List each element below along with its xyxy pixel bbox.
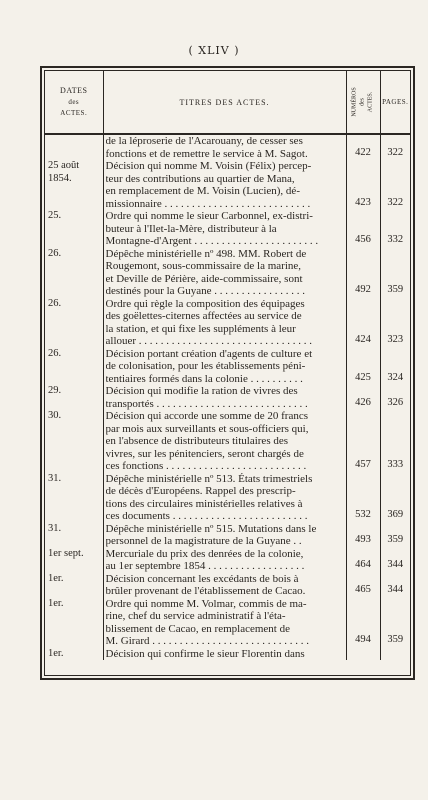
row-title-line: tentiaires formés dans la colonie . . . . . . . . . .	[105, 372, 303, 385]
table-row	[45, 598, 410, 648]
row-page-number: 359	[387, 284, 404, 295]
row-title-line: Décision qui modifie la ration de vivres des	[105, 385, 298, 397]
table-row	[45, 648, 410, 661]
row-act-number: 456	[346, 210, 380, 248]
header-numbers-line: ACTES.	[368, 91, 374, 113]
table-row	[45, 348, 410, 386]
row-title-line: Décision qui confirme le sieur Florentin dans	[105, 647, 305, 660]
row-title-line: Décision concernant les excédants de bois à	[105, 572, 299, 585]
row-title-line: blissement de Cacao, en remplacement de	[105, 622, 290, 635]
row-title-line: Ordre qui règle la composition des équipages	[105, 297, 305, 310]
row-title-line: Rougemont, sous-commissaire de la marine,	[105, 260, 302, 272]
table-row	[45, 385, 410, 410]
row-title	[103, 248, 346, 298]
row-act-number: 492	[346, 248, 380, 298]
table-row	[45, 548, 410, 573]
row-page-number: 322	[387, 196, 404, 208]
table-row	[45, 248, 410, 298]
row-act-number: 424	[346, 298, 380, 348]
row-date-line: 31.	[48, 522, 62, 534]
row-page-number: 344	[387, 559, 404, 570]
row-title	[103, 573, 346, 598]
row-title	[103, 210, 346, 248]
row-date	[45, 385, 103, 410]
row-date	[45, 648, 103, 661]
row-date-line: 26.	[48, 247, 62, 259]
row-date	[45, 410, 103, 473]
row-page-number: 344	[387, 584, 404, 595]
row-title-line: rine, chef du service administratif à l'éta-	[105, 610, 286, 622]
row-act-number: 494	[346, 598, 380, 648]
table-row	[45, 210, 410, 248]
row-title-line: des goëlettes-citernes affectées au service de	[105, 310, 302, 322]
row-title	[103, 348, 346, 386]
row-title-line: par mois aux surveillants et sous-officiers qui,	[105, 422, 309, 435]
row-title-line: Dépêche ministérielle nº 513. États trimestriels	[105, 472, 313, 485]
row-title-line: au 1er septembre 1854 . . . . . . . . . . . . . . . . . .	[105, 560, 305, 572]
row-title-line: Dépêche ministérielle nº 515. Mutations dans le	[105, 522, 317, 535]
row-date	[45, 160, 103, 210]
row-title-line: destinés pour la Guyane . . . . . . . . . . . . . . . . .	[105, 285, 305, 297]
row-title-line: Décision qui accorde une somme de 20 francs	[105, 410, 309, 422]
table-row	[45, 523, 410, 548]
row-date	[45, 248, 103, 298]
row-title-line: brûler provenant de l'établissement de Cacao.	[105, 585, 306, 597]
row-title-line: Décision portant création d'agents de culture et	[105, 347, 313, 360]
table-row	[45, 160, 410, 210]
row-page-number: 326	[387, 396, 404, 408]
row-title	[103, 410, 346, 473]
row-title-line: Mercuriale du prix des denrées de la colonie,	[105, 547, 304, 560]
row-title-line: personnel de la magistrature de la Guyane . .	[105, 535, 302, 547]
table-row	[45, 573, 410, 598]
row-date	[45, 598, 103, 648]
row-title	[103, 548, 346, 573]
row-act-number: 532	[346, 473, 380, 523]
row-title-line: la station, et qui fixe les suppléments à leur	[105, 322, 296, 335]
row-page-number	[380, 648, 410, 661]
row-title	[103, 298, 346, 348]
row-title-line: teur des contributions au quartier de Mana,	[105, 172, 295, 185]
row-title-line: vivres, sur les pénitenciers, seront chargés de	[105, 447, 304, 460]
row-date-line: 29.	[48, 385, 62, 396]
row-date-line: 26.	[48, 347, 62, 359]
row-date-line: 26.	[48, 297, 62, 309]
row-act-number: 426	[346, 385, 380, 410]
row-date-line: 1er.	[48, 597, 64, 609]
row-page-number: 332	[387, 234, 404, 245]
table-row	[45, 473, 410, 523]
row-page-number: 359	[387, 634, 404, 645]
row-title-line: en l'absence de distributeurs titulaires des	[105, 435, 289, 447]
row-date	[45, 134, 103, 160]
header-numbers-line: des	[360, 98, 366, 106]
row-title-line: tions des circulaires ministérielles relatives à	[105, 497, 303, 510]
header-dates	[45, 71, 103, 134]
row-date	[45, 348, 103, 386]
row-date	[45, 298, 103, 348]
table-row	[45, 410, 410, 473]
row-act-number: 465	[346, 573, 380, 598]
page-number: ( XLIV )	[188, 44, 240, 57]
row-act-number: 493	[346, 523, 380, 548]
row-page-number: 324	[387, 371, 404, 383]
row-title	[103, 648, 346, 661]
row-date-line: 1er.	[48, 572, 64, 584]
header-dates-line: DATES	[60, 86, 88, 95]
row-title	[103, 473, 346, 523]
row-title-line: ces fonctions . . . . . . . . . . . . . . . . . . . . . . . . . .	[105, 460, 307, 472]
row-date-line: 1854.	[48, 172, 72, 184]
row-date	[45, 573, 103, 598]
header-numbers	[346, 71, 380, 134]
row-date	[45, 473, 103, 523]
row-date-line: 31.	[48, 472, 62, 484]
row-title	[103, 523, 346, 548]
row-title	[103, 598, 346, 648]
row-title	[103, 160, 346, 210]
row-title-line: de décès d'Européens. Rappel des prescrip-	[105, 485, 296, 497]
row-title	[103, 134, 346, 160]
row-act-number: 457	[346, 410, 380, 473]
row-date	[45, 523, 103, 548]
row-title-line: transportés . . . . . . . . . . . . . . . . . . . . . . . . . . . .	[105, 397, 308, 410]
header-dates-line: des	[68, 98, 80, 106]
table-row	[45, 134, 410, 160]
header-numbers-line: NUMÉROS	[352, 87, 358, 117]
index-table	[45, 71, 410, 660]
row-date	[45, 548, 103, 573]
row-date-line: 1er.	[48, 647, 64, 659]
row-page-number: 323	[387, 334, 404, 345]
row-date-line: 25.	[48, 210, 62, 221]
row-title-line: M. Girard . . . . . . . . . . . . . . . . . . . . . . . . . . . . .	[105, 635, 309, 647]
row-title-line: fonctions et de remettre le service à M. Sagot.	[105, 147, 308, 160]
row-title-line: buteur à l'Ilet-la-Mère, distributeur à la	[105, 222, 277, 235]
row-act-number: 425	[346, 348, 380, 386]
row-title	[103, 385, 346, 410]
index-table-frame	[40, 66, 415, 680]
row-title-line: de la léproserie de l'Acarouany, de cesser ses	[105, 135, 303, 147]
row-title-line: ces documents . . . . . . . . . . . . . . . . . . . . . . . . .	[105, 510, 308, 522]
header-dates-line: ACTES.	[60, 109, 88, 117]
row-page-number: 322	[387, 146, 404, 158]
table-body	[45, 134, 410, 660]
row-title-line: Ordre qui nomme le sieur Carbonnel, ex-distri-	[105, 210, 313, 222]
row-title-line: Ordre qui nomme M. Volmar, commis de ma-	[105, 597, 307, 610]
row-title-line: Montagne-d'Argent . . . . . . . . . . . . . . . . . . . . . . .	[105, 235, 319, 247]
row-title-line: allouer . . . . . . . . . . . . . . . . . . . . . . . . . . . . . . . .	[105, 335, 313, 347]
row-page-number: 333	[387, 459, 404, 470]
row-act-number: 464	[346, 548, 380, 573]
row-date	[45, 210, 103, 248]
row-page-number: 369	[387, 509, 404, 520]
row-date-line: 1er sept.	[48, 547, 84, 559]
row-act-number: 422	[346, 134, 380, 160]
row-title-line: et Deville de Périère, aide-commissaire, sont	[105, 272, 303, 285]
row-title-line: de colonisation, pour les établissements péni-	[105, 360, 306, 372]
row-page-number: 359	[387, 534, 404, 545]
row-act-number	[346, 648, 380, 661]
row-act-number: 423	[346, 160, 380, 210]
row-title-line: en remplacement de M. Voisin (Lucien), dé-	[105, 185, 300, 197]
table-row	[45, 298, 410, 348]
row-date-line: 25 août	[48, 160, 80, 171]
row-title-line: Dépêche ministérielle nº 498. MM. Robert de	[105, 247, 307, 260]
row-title-line: missionnaire . . . . . . . . . . . . . . . . . . . . . . . . . . .	[105, 197, 311, 210]
row-title-line: Décision qui nomme M. Voisin (Félix) percep-	[105, 160, 312, 172]
row-date-line: 30.	[48, 410, 62, 421]
header-row	[45, 71, 410, 134]
header-titles: TITRES DES ACTES.	[103, 71, 346, 134]
header-pages: PAGES.	[380, 71, 410, 134]
